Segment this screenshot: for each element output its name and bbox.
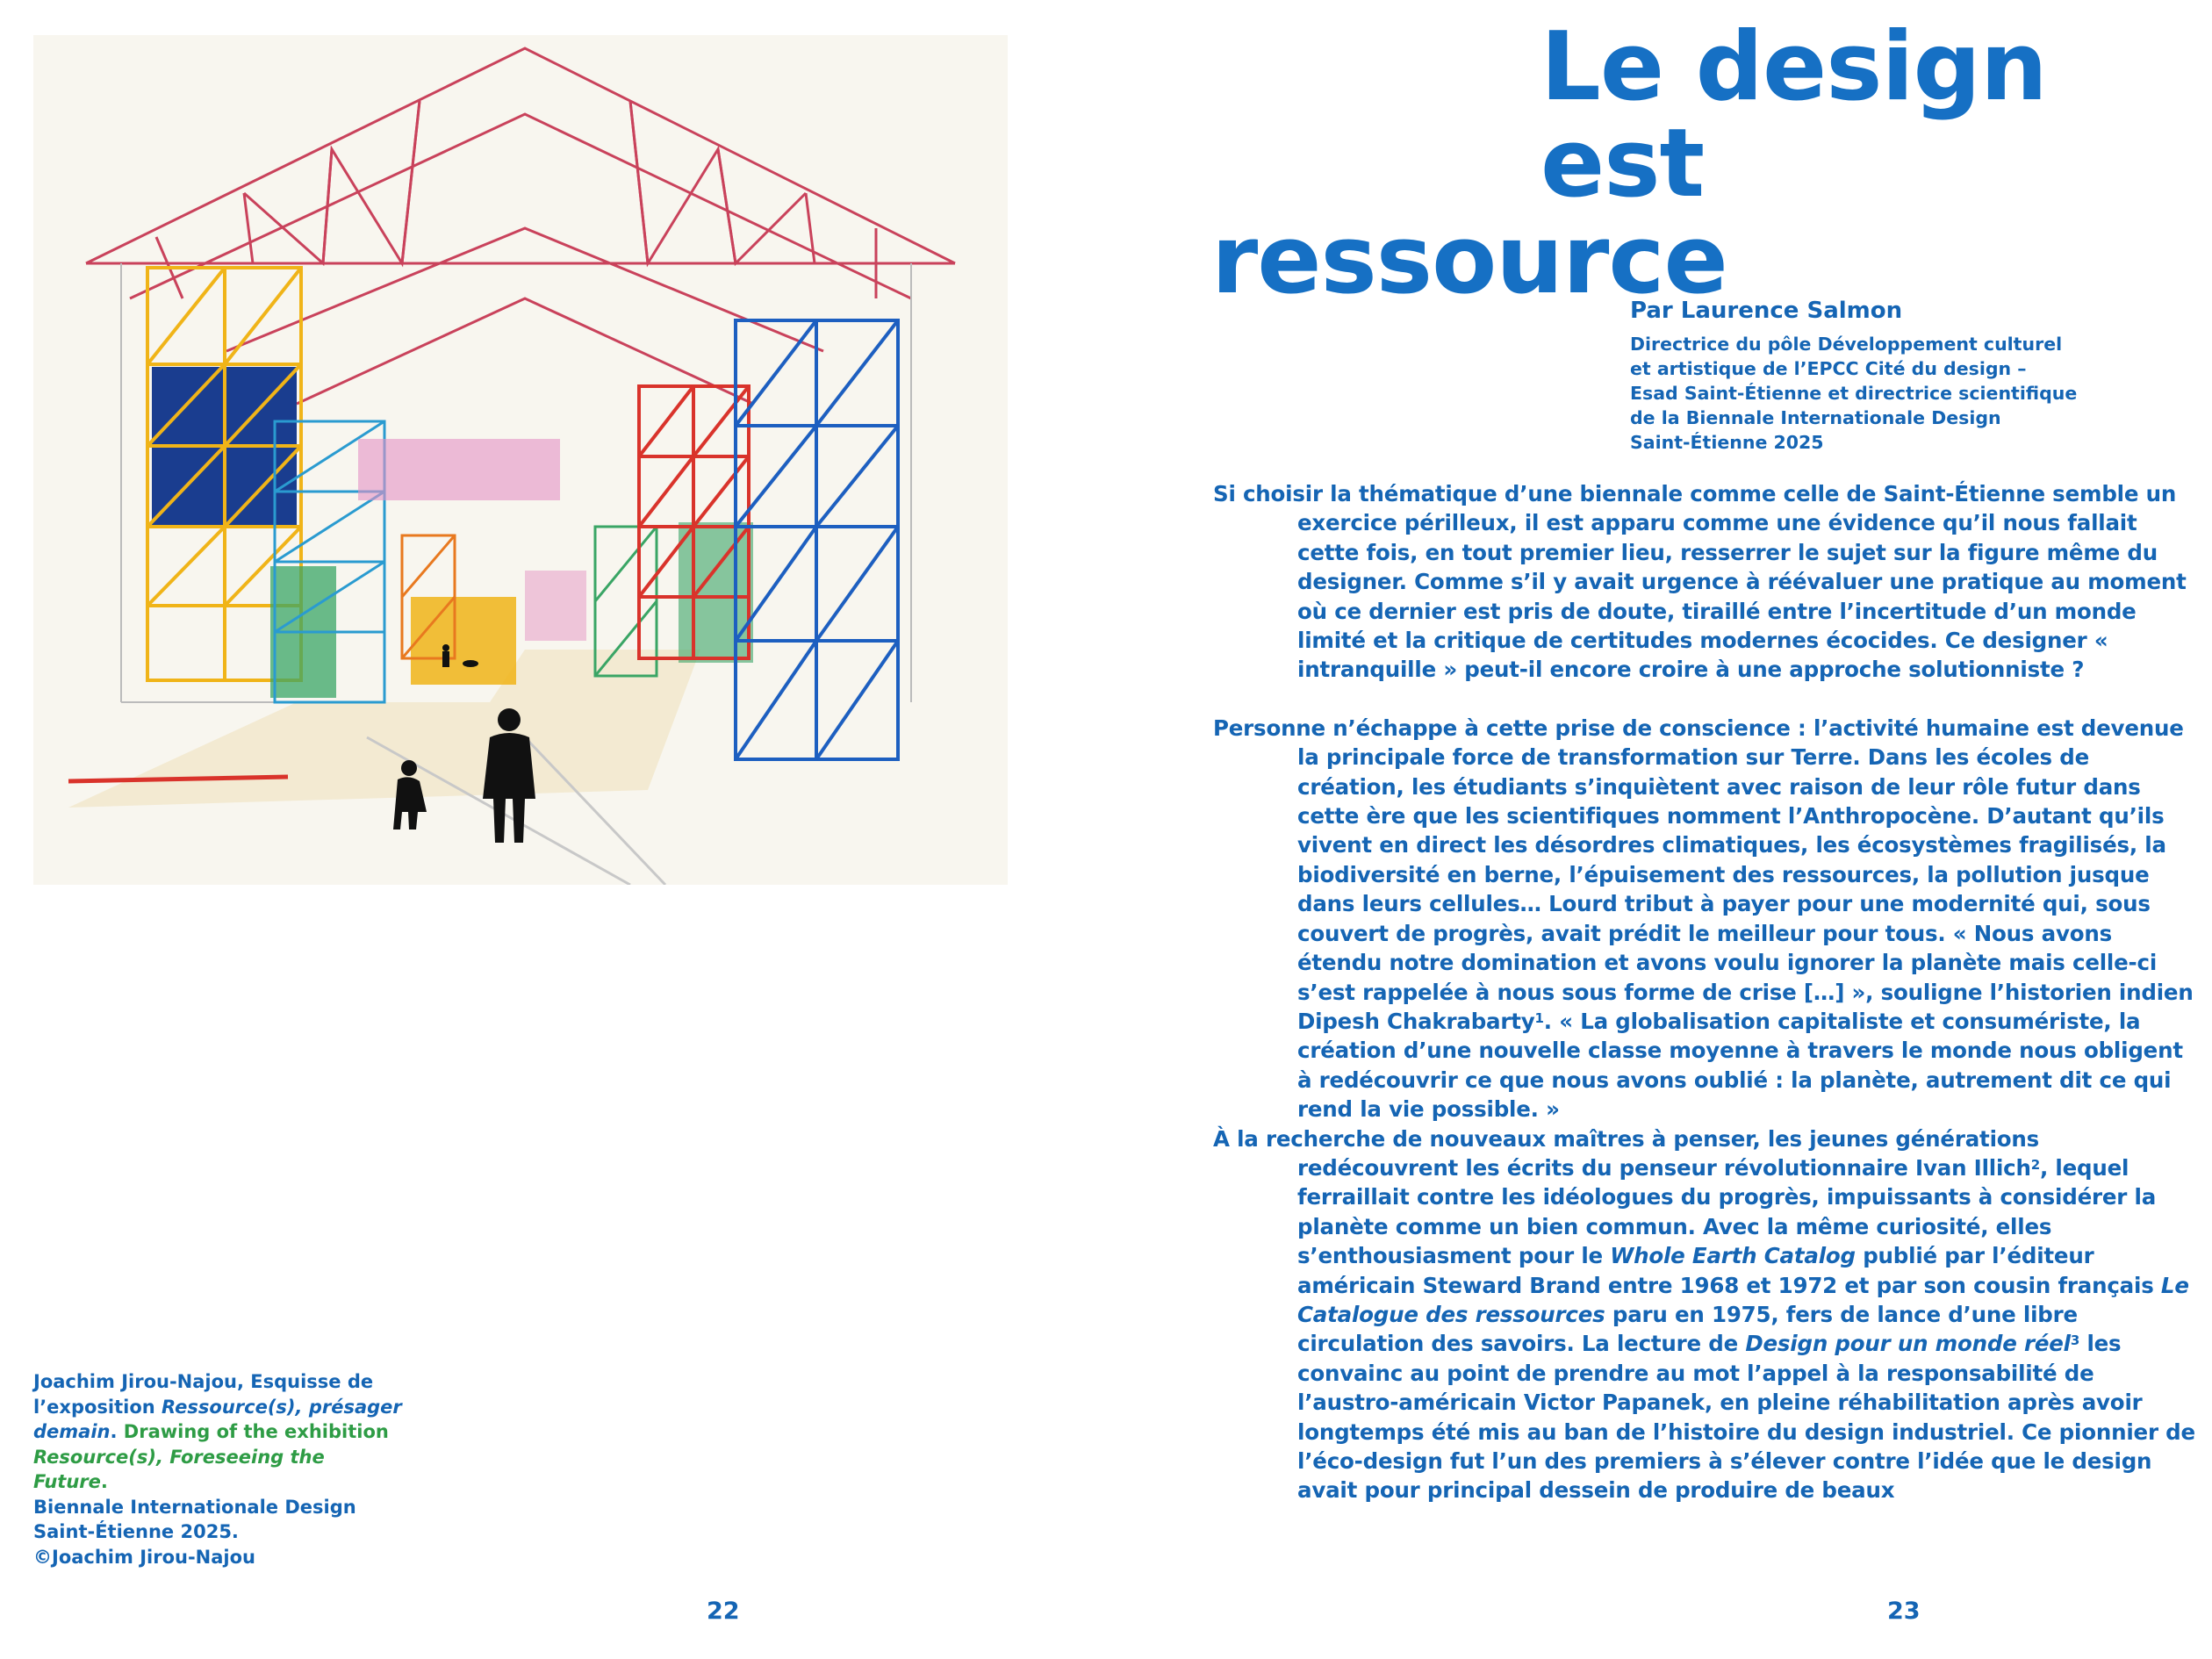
body-text: paru en 1975, fers de lance d’une libre circulation des savoirs. La lecture de xyxy=(1297,1301,2078,1357)
article-body xyxy=(1213,479,2196,1505)
body-text: , lequel ferraillait contre les idéologues du progrès, impuissants à considérer la planète comme un bien commun. Avec la même curiosité, elles s’enthousiasment pour le xyxy=(1297,1154,2157,1269)
body-text: . « La globalisation capitaliste et consumériste, la création d’une nouvelle classe moyenne à travers le monde nous obligent à redécouvrir ce que nous avons oublié : la planète, autrement dit ce qui rend la vie possible. » xyxy=(1297,1008,2183,1123)
footnote-ref: 3 xyxy=(2070,1332,2080,1349)
book-title: Le Catalogue des ressources xyxy=(1297,1272,2189,1327)
caption-fr-end: . xyxy=(110,1421,124,1442)
title-line-1: Le design est xyxy=(1540,12,2047,219)
role-line: Directrice du pôle Développement culturel xyxy=(1630,334,2063,355)
caption-credit: ©Joachim Jirou-Najou xyxy=(33,1546,255,1568)
caption-en-title: Resource(s), Foreseeing the Future xyxy=(33,1446,325,1492)
roof-truss xyxy=(86,48,955,404)
footnote-ref: 2 xyxy=(2030,1156,2040,1173)
caption-event: Biennale Internationale Design Saint-Étienne 2025. xyxy=(33,1496,356,1542)
body-paragraph xyxy=(1213,1124,2196,1505)
caption-en-end: . xyxy=(100,1471,108,1492)
yellow-block xyxy=(411,597,516,685)
body-paragraph xyxy=(1213,714,2196,1124)
footnote-ref: 1 xyxy=(1534,1009,1544,1026)
book-title: Whole Earth Catalog xyxy=(1610,1243,1856,1269)
body-text: publié par l’éditeur américain Steward Brand entre 1968 et 1972 et par son cousin français xyxy=(1297,1243,2161,1298)
illustration-caption xyxy=(33,1369,402,1569)
role-line: de la Biennale Internationale Design xyxy=(1630,407,2001,428)
body-text: Personne n’échappe à cette prise de conscience : l’activité humaine est devenue la principale force de transformation sur Terre. Dans les écoles de création, les étudiants s’inquiètent avec raison de leur rôle futur dans cette ère que les scientifiques nomment l’Anthropocène. D’autant qu’ils vivent en direct les désordres climatiques, les écosystèmes fragilisés, la biodiversité en berne, l’épuisement des ressources, la pollution jusque dans leurs cellules… Lourd tribut à payer pour une modernité qui, sous couvert de progrès, avait prédit le meilleur pour tous. « Nous avons étendu notre domination et avons voulu ignorer la planète mais celle-ci s’est rappelée à nous sous forme de crise […] », souligne l’historien indien Dipesh Chakrabarty xyxy=(1213,715,2194,1034)
pink-panel xyxy=(358,439,560,500)
book-title: Design pour un monde réel xyxy=(1745,1331,2071,1357)
author-role xyxy=(1630,332,2122,455)
byline xyxy=(1630,295,2122,455)
title-line-2: ressource xyxy=(1211,205,1727,315)
body-paragraph: Si choisir la thématique d’une biennale comme celle de Saint-Étienne semble un exercice périlleux, il est apparu comme une évidence qu’il nous fallait cette fois, en tout premier lieu, resserrer le sujet sur la figure même du designer. Comme s’il y avait urgence à réévaluer une pratique au moment où ce dernier est pris de doute, tiraillé entre l’incertitude d’un monde limité et la critique de certitudes modernes écocides. Ce designer « intranquille » peut-il encore croire à une approche solutionniste ? xyxy=(1213,481,2187,683)
caption-fr-title: Ressource(s), présager demain xyxy=(33,1396,402,1442)
exhibition-illustration xyxy=(33,35,1008,885)
role-line: et artistique de l’EPCC Cité du design – xyxy=(1630,358,2027,379)
caption-en-text: Drawing of the exhibition xyxy=(123,1421,389,1442)
page-number-left: 22 xyxy=(707,1598,740,1625)
page-number-right: 23 xyxy=(1887,1598,1921,1625)
author-name: Par Laurence Salmon xyxy=(1630,298,1903,324)
role-line: Saint-Étienne 2025 xyxy=(1630,432,1824,453)
pink-panel xyxy=(525,571,586,641)
caption-fr-text: Joachim Jirou-Najou, Esquisse de l’exposition xyxy=(33,1371,374,1418)
blue-tower xyxy=(736,320,898,759)
body-text: les convainc au point de prendre au mot l’appel à la responsabilité de l’austro-américain Victor Papanek, en pleine réhabilitation après avoir longtemps été mis au ban de l’histoire du design industriel. Ce pionnier de l’éco-design fut l’un des premiers à s’élever contre l’idée que le design avait pour principal dessein de produire de beaux xyxy=(1297,1331,2195,1504)
role-line: Esad Saint-Étienne et directrice scientifique xyxy=(1630,383,2078,404)
body-text: À la recherche de nouveaux maîtres à penser, les jeunes générations redécouvrent les écrits du penseur révolutionnaire Ivan Illich xyxy=(1213,1125,2040,1181)
exhibition-hall-drawing-icon xyxy=(33,35,1008,885)
